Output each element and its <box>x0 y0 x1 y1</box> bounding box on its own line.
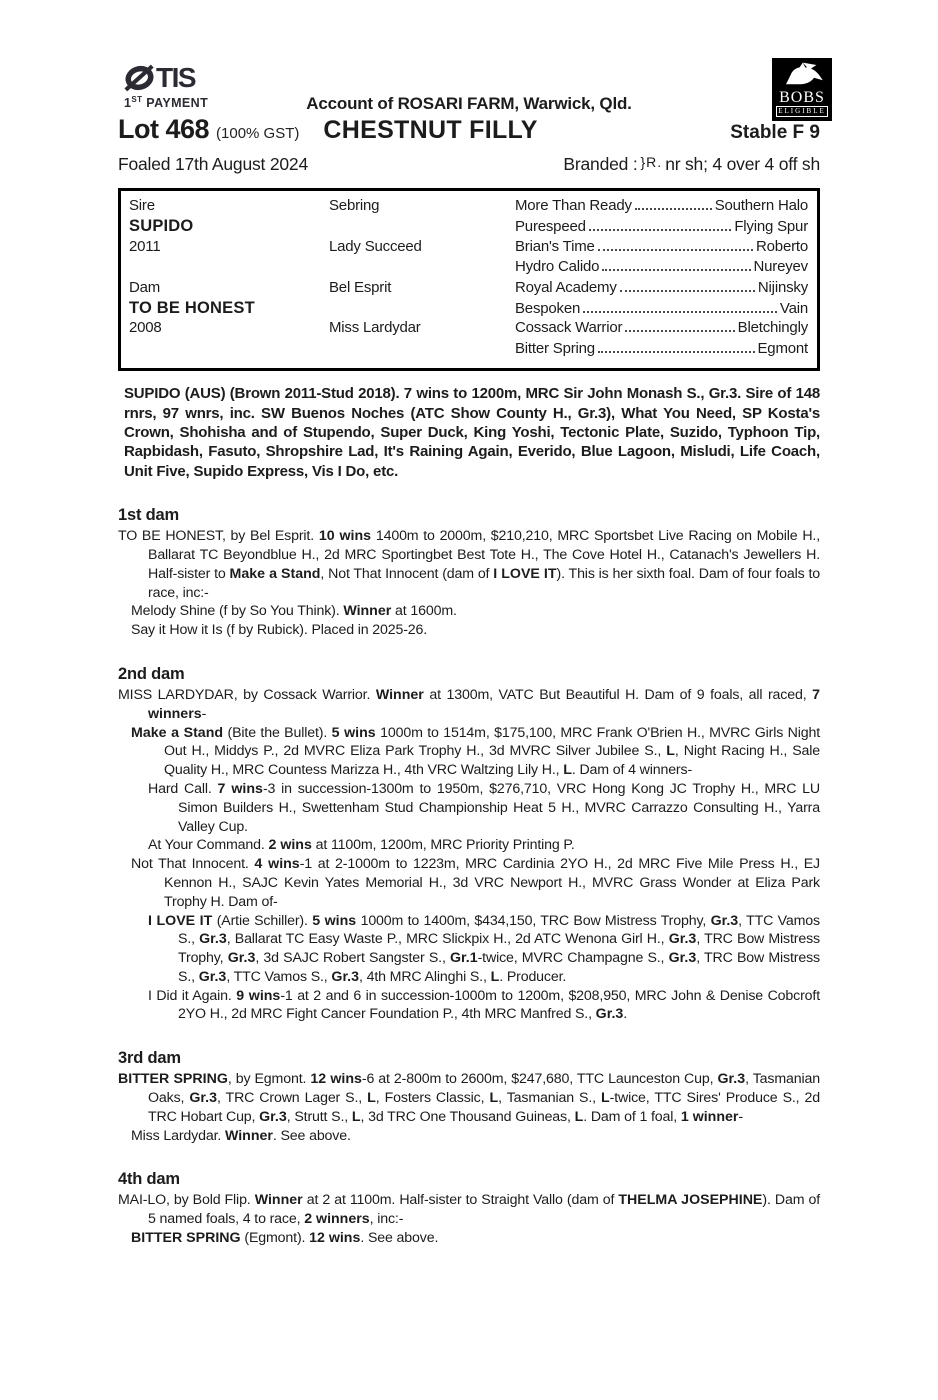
otis-tagline-prefix: 1 <box>124 96 132 111</box>
foaled-date: Foaled 17th August 2024 <box>118 154 309 174</box>
pedigree-paragraph <box>131 621 820 640</box>
emphasis-text: Winner <box>224 1127 273 1144</box>
pedigree-paragraph <box>118 1191 820 1229</box>
pedigree-paragraph <box>131 1127 820 1146</box>
body-text: , TRC Bow Mistress S., <box>178 950 820 985</box>
horse-head-icon <box>777 61 827 85</box>
emphasis-text: L <box>490 968 500 985</box>
pedigree-generation2-cell: Miss Lardydar <box>329 319 421 337</box>
body-text: -1 at 2 and 6 in succession-1000m to 1200m, $208,950, MRC John & Denise Cobcroft 2YO H., 2d MRC Fight Cancer Foundation P., 4th MRC Manfred S., <box>178 987 820 1023</box>
lot-line <box>118 114 820 145</box>
pedigree-ancestor-left: Bitter Spring <box>515 339 595 357</box>
emphasis-text: 12 wins <box>309 1230 361 1247</box>
pedigree-parent-name: TO BE HONEST <box>129 298 255 317</box>
pedigree-generation3-cell <box>515 319 808 336</box>
body-text: Miss Lardydar. <box>131 1127 225 1144</box>
gst-note: (100% GST) <box>216 125 300 142</box>
emphasis-text: L <box>563 762 572 779</box>
emphasis-text: Gr.3 <box>259 1108 287 1125</box>
pedigree-ancestor-left: Hydro Calido <box>515 258 600 276</box>
emphasis-text: Gr.3 <box>710 912 739 929</box>
pedigree-ancestor-right: Flying Spur <box>734 218 808 236</box>
emphasis-text: Gr.1 <box>450 950 478 967</box>
body-text: 1000m to 1514m, $175,100, MRC Frank O'Brien H., MVRC Girls Night Out H., Middys P., 2d MVRC Eliza Park Trophy H., 3d MVRC Silver Jubilee S., <box>164 724 820 760</box>
body-text: -1 at 2-1000m to 1223m, MRC Cardinia 2YO H., 2d MRC Five Mile Press H., EJ Kennon H., SAJC Kevin Yates Memorial H., 3d VRC Newport H., MVRC Grass Wonder at Eliza Park Trophy H. Dam of- <box>164 856 820 910</box>
otis-wordmark <box>124 62 208 94</box>
body-text: , TTC Vamos S., <box>178 912 820 948</box>
pedigree-row <box>129 279 808 299</box>
pedigree-generation1-cell: Dam <box>129 278 161 296</box>
pedigree-generation3-cell <box>515 279 808 296</box>
body-text: at 1100m, 1200m, MRC Priority Printing P. <box>311 837 575 854</box>
emphasis-text: 2 winners <box>304 1211 370 1228</box>
emphasis-text: Gr.3 <box>189 1090 217 1107</box>
emphasis-text: 2 wins <box>268 837 312 854</box>
pedigree-ancestor-left: Cossack Warrior <box>515 319 623 337</box>
body-text: (Egmont). <box>240 1230 310 1247</box>
otis-tagline-sup: ST <box>131 95 143 104</box>
pedigree-generation3-cell <box>515 238 808 255</box>
emphasis-text: I LOVE IT <box>148 912 213 929</box>
body-text: ). This is her sixth foal. Dam of four foals to race, inc:- <box>148 565 820 601</box>
pedigree-ancestor-left: Brian's Time <box>515 237 595 255</box>
emphasis-text: BITTER SPRING <box>118 1071 228 1088</box>
body-text: MISS LARDYDAR, by Cossack Warrior. <box>118 686 376 703</box>
dam-sections <box>118 506 820 1248</box>
pedigree-generation1-cell: Sire <box>129 197 155 214</box>
body-text: , Tasmanian Oaks, <box>148 1071 820 1107</box>
body-text: . Producer. <box>499 968 567 985</box>
body-text: , 3d TRC One Thousand Guineas, <box>360 1108 575 1125</box>
pedigree-paragraph <box>148 912 820 987</box>
pedigree-row <box>129 319 808 339</box>
pedigree-paragraph <box>148 987 820 1025</box>
emphasis-text: Gr.3 <box>717 1071 746 1088</box>
body-text: 1000m to 1400m, $434,150, TRC Bow Mistress Trophy, <box>356 912 711 929</box>
pedigree-ancestor-right: Nureyev <box>753 258 808 276</box>
pedigree-generation3-cell <box>515 258 808 275</box>
body-text: at 1300m, VATC But Beautiful H. Dam of 9 foals, all raced, <box>423 686 813 703</box>
emphasis-text: Make a Stand <box>131 724 224 741</box>
sire-summary-paragraph: SUPIDO (AUS) (Brown 2011-Stud 2018). 7 wins to 1200m, MRC Sir John Monash S., Gr.3. Sire of 148 rnrs, 97 wnrs, inc. SW Buenos Noches (ATC Show County H., Gr.3), What You Need, SP Kosta's Crown, Shohisha and of Stupendo, Super Duck, King Yoshi, Tectonic Plate, Suzido, Typhoon Tip, Rapbidash, Fasuto, Shropshire Lad, It's Raining Again, Everido, Blue Lagoon, Misludi, Life Coach, Unit Five, Supido Express, Vis I Do, etc. <box>124 385 820 480</box>
body-text: , Ballarat TC Easy Waste P., MRC Slickpix H., 2d ATC Wenona Girl H., <box>226 931 669 948</box>
body-text: , Night Racing H., Sale Quality H., MRC Countess Marizza H., 4th VRC Waltzing Lily H., <box>164 743 820 779</box>
dam-heading: 1st dam <box>118 506 179 525</box>
pedigree-generation2-cell: Bel Esprit <box>329 278 392 296</box>
body-text: 1400m to 2000m, $210,210, MRC Sportsbet Live Racing on Mobile H., Ballarat TC Beyondblue H., 2d MRC Sportingbet Best Tote H., The Cove Hotel H., Catanach's Jewellers H. Half-sister to <box>148 528 820 582</box>
body-text: . See above. <box>272 1127 351 1144</box>
pedigree-paragraph <box>131 855 820 911</box>
body-text: , Not That Innocent (dam of <box>320 565 494 582</box>
branded-detail: nr sh; 4 over 4 off sh <box>665 154 820 174</box>
otis-tagline-rest: PAYMENT <box>142 96 209 111</box>
body-text: - <box>201 705 207 722</box>
pedigree-table <box>118 188 820 371</box>
body-text: , 3d SAJC Robert Sangster S., <box>255 950 450 967</box>
pedigree-ancestor-left: Bespoken <box>515 299 581 317</box>
body-text: . Dam of 4 winners- <box>571 762 693 779</box>
body-text: ). Dam of 5 named foals, 4 to race, <box>148 1192 821 1228</box>
body-text: . <box>623 1006 628 1023</box>
pedigree-generation3-cell <box>515 300 808 317</box>
pedigree-row <box>129 258 808 278</box>
emphasis-text: Winner <box>375 686 424 703</box>
pedigree-generation2-cell: Sebring <box>329 197 380 214</box>
pedigree-paragraph <box>118 686 820 724</box>
brand-mark: }R. <box>640 154 663 170</box>
body-text: , TRC Bow Mistress Trophy, <box>178 931 820 967</box>
pedigree-generation3-cell <box>515 340 808 357</box>
dot-leader <box>598 249 753 251</box>
pedigree-generation3-cell <box>515 197 808 214</box>
dam-heading: 2nd dam <box>118 664 185 683</box>
pedigree-paragraph <box>118 1070 820 1126</box>
emphasis-text: Gr.3 <box>668 931 697 948</box>
emphasis-text: L <box>600 1090 610 1107</box>
body-text: , Tasmanian S., <box>498 1090 601 1107</box>
emphasis-text: L <box>574 1108 584 1125</box>
emphasis-text: 5 wins <box>312 912 357 929</box>
body-text: , Strutt S., <box>286 1108 352 1125</box>
body-text: I Did it Again. <box>148 987 237 1004</box>
dot-leader <box>583 311 777 313</box>
emphasis-text: Gr.3 <box>227 950 256 967</box>
body-text: , inc:- <box>369 1211 404 1228</box>
pedigree-paragraph <box>131 602 820 621</box>
foal-line <box>118 154 820 175</box>
body-text: . See above. <box>360 1230 439 1247</box>
dot-leader <box>598 351 755 353</box>
emphasis-text: Winner <box>343 603 392 620</box>
pedigree-ancestor-right: Vain <box>779 299 808 317</box>
emphasis-text: 7 winners <box>148 686 820 722</box>
emphasis-text: 9 wins <box>236 987 281 1004</box>
body-text: , Fosters Classic, <box>375 1090 490 1107</box>
pedigree-row <box>129 197 808 217</box>
emphasis-text: 7 wins <box>217 780 263 797</box>
bobs-logo-subtitle: ELIGIBLE <box>776 106 828 117</box>
pedigree-ancestor-right: Southern Halo <box>714 197 808 214</box>
catalogue-content <box>118 58 826 1248</box>
body-text: , TRC Crown Lager S., <box>216 1090 368 1107</box>
emphasis-text: L <box>489 1090 499 1107</box>
body-text: -3 in succession-1300m to 1950m, $276,710, VRC Hong Kong JC Trophy H., MRC LU Simon Builders H., Swettenham Stud Championship Heat 5 H., MVRC Carrazzo Consulting H., Yarra Valley Cup. <box>178 780 820 835</box>
page-header <box>118 58 826 184</box>
pedigree-ancestor-left: Royal Academy <box>515 278 617 296</box>
account-line: Account of ROSARI FARM, Warwick, Qld. <box>306 94 632 113</box>
body-text: Hard Call. <box>148 780 218 797</box>
branded-label: Branded : <box>563 154 638 174</box>
emphasis-text: L <box>367 1090 376 1107</box>
dot-leader <box>635 208 712 210</box>
body-text: -twice, TTC Sires' Produce S., 2d TRC Hobart Cup, <box>148 1090 820 1125</box>
pedigree-generation2-cell: Lady Succeed <box>329 237 422 255</box>
emphasis-text: Gr.3 <box>668 950 697 967</box>
emphasis-text: 12 wins <box>310 1071 362 1088</box>
emphasis-text: 10 wins <box>318 528 372 545</box>
emphasis-text: THELMA JOSEPHINE <box>618 1192 763 1209</box>
dot-leader <box>625 330 734 332</box>
body-text: MAI-LO, by Bold Flip. <box>118 1192 255 1209</box>
body-text: At Your Command. <box>148 837 269 854</box>
emphasis-text: Winner <box>254 1192 303 1209</box>
body-text: , by Egmont. <box>227 1071 311 1088</box>
emphasis-text: Gr.3 <box>331 968 360 985</box>
dam-heading: 4th dam <box>118 1170 180 1189</box>
pedigree-paragraph <box>131 724 820 780</box>
body-text: at 2 at 1100m. Half-sister to Straight Vallo (dam of <box>302 1192 619 1209</box>
emphasis-text: BITTER SPRING <box>131 1230 241 1247</box>
lot-number: Lot 468 <box>118 114 210 144</box>
pedigree-ancestor-right: Bletchingly <box>737 319 808 337</box>
branded-info <box>563 154 820 175</box>
emphasis-text: L <box>666 743 675 760</box>
pedigree-ancestor-left: More Than Ready <box>515 197 632 214</box>
pedigree-paragraph <box>148 780 820 836</box>
horse-description: CHESTNUT FILLY <box>323 116 538 144</box>
body-text: Say it How it Is (f by Rubick). Placed in 2025-26. <box>131 622 428 639</box>
dot-leader <box>602 269 750 271</box>
emphasis-text: I LOVE IT <box>493 565 557 582</box>
body-text: - <box>738 1108 743 1125</box>
dot-leader <box>620 290 755 292</box>
pedigree-paragraph <box>131 1229 820 1248</box>
stable-number: Stable F 9 <box>730 122 820 143</box>
body-text: -twice, MVRC Champagne S., <box>477 950 669 967</box>
pedigree-paragraph <box>148 836 820 855</box>
otis-logo-text: TIS <box>156 62 196 93</box>
pedigree-row <box>129 340 808 360</box>
otis-o-icon <box>124 64 155 92</box>
body-text: , TTC Vamos S., <box>226 968 332 985</box>
pedigree-generation3-cell <box>515 218 808 235</box>
pedigree-ancestor-right: Roberto <box>756 237 808 255</box>
emphasis-text: 1 winner <box>680 1108 739 1125</box>
pedigree-generation1-cell: 2008 <box>129 319 162 337</box>
pedigree-ancestor-right: Egmont <box>757 339 808 357</box>
emphasis-text: 4 wins <box>254 856 300 873</box>
body-text: -6 at 2-800m to 2600m, $247,680, TTC Launceston Cup, <box>361 1071 718 1088</box>
dam-heading: 3rd dam <box>118 1049 181 1068</box>
emphasis-text: L <box>351 1108 361 1125</box>
body-text: Melody Shine (f by So You Think). <box>131 603 344 620</box>
pedigree-ancestor-left: Purespeed <box>515 218 586 236</box>
pedigree-row <box>129 238 808 258</box>
body-text: TO BE HONEST, by Bel Esprit. <box>118 528 319 545</box>
bobs-logo-title: BOBS <box>779 89 825 106</box>
body-text: . Dam of 1 foal, <box>583 1108 681 1125</box>
pedigree-parent-name: SUPIDO <box>129 217 194 236</box>
bobs-logo <box>772 58 832 121</box>
pedigree-row <box>129 217 808 237</box>
body-text: (Artie Schiller). <box>212 912 313 929</box>
dot-leader <box>589 229 732 231</box>
pedigree-paragraph <box>118 527 820 602</box>
body-text: Not That Innocent. <box>131 856 255 873</box>
body-text: , 4th MRC Alinghi S., <box>359 968 491 985</box>
emphasis-text: Gr.3 <box>199 931 227 948</box>
pedigree-ancestor-right: Nijinsky <box>757 278 808 296</box>
pedigree-row <box>129 299 808 319</box>
emphasis-text: Gr.3 <box>595 1006 624 1023</box>
pedigree-generation1-cell: 2011 <box>129 237 161 255</box>
emphasis-text: 5 wins <box>331 724 376 741</box>
emphasis-text: Make a Stand <box>229 565 321 582</box>
body-text: at 1600m. <box>391 603 457 620</box>
emphasis-text: Gr.3 <box>198 968 227 985</box>
body-text: (Bite the Bullet). <box>223 724 332 741</box>
